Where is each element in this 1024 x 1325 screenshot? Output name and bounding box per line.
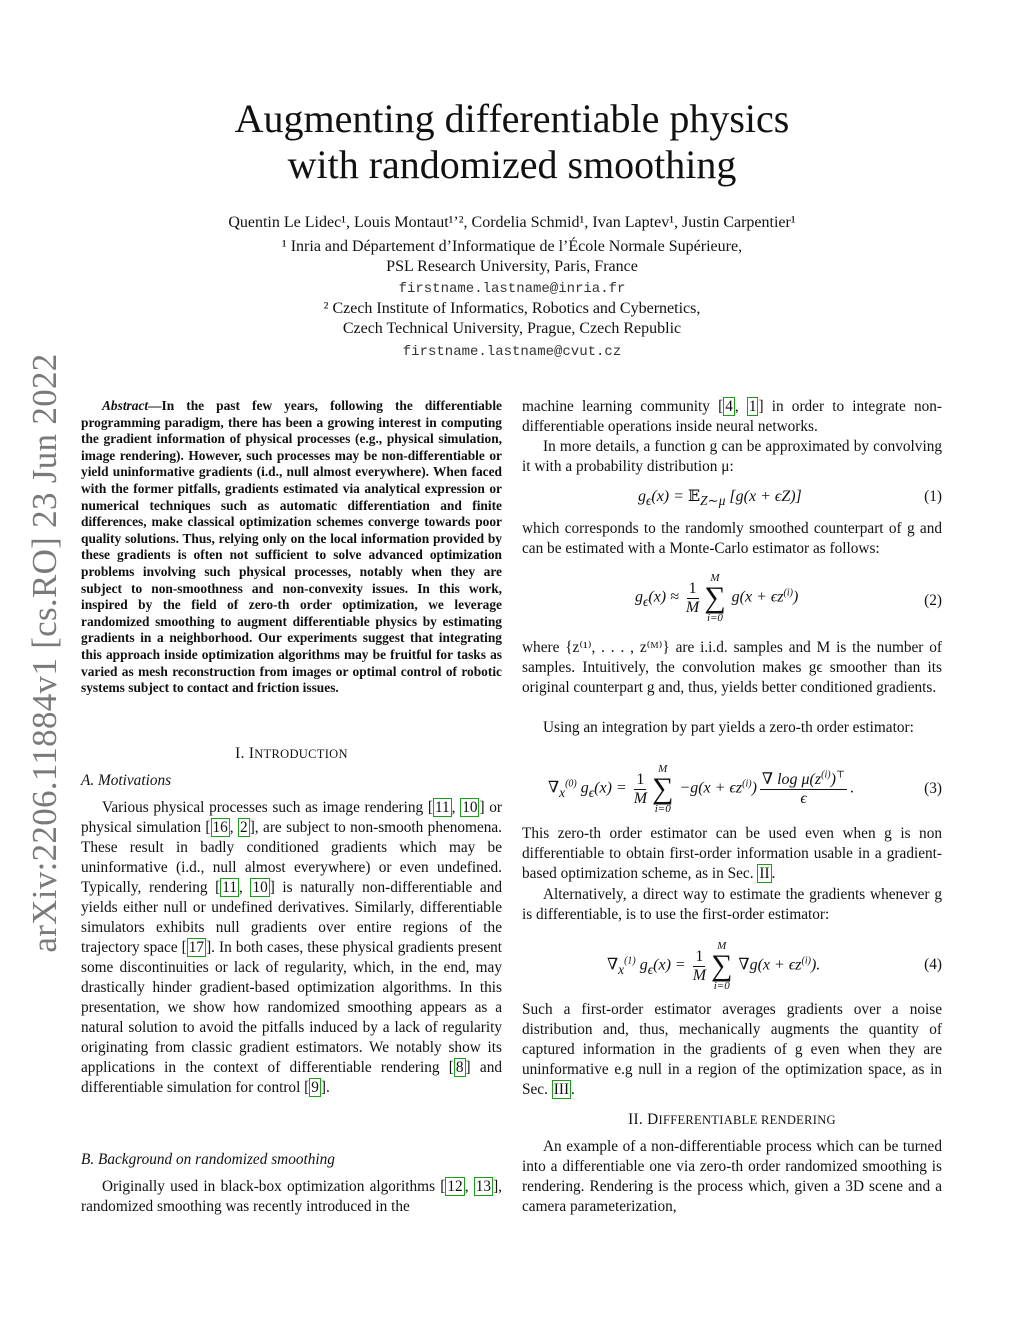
abstract-label: Abstract — [102, 398, 149, 413]
citation-link[interactable]: 13 — [475, 1178, 492, 1195]
citation-link[interactable]: 17 — [188, 939, 205, 956]
section-2-heading: II. DIFFERENTIABLE RENDERING — [628, 1111, 836, 1128]
section-1-heading: I. INTRODUCTION — [235, 745, 348, 762]
equation-2-number: (2) — [924, 592, 942, 609]
right-paragraph-5: This zero-th order estimator can be used even when g is non differentiable to obtain first-order information usable in a gradient-based optimization scheme, as in Sec. II . — [522, 825, 942, 882]
right-paragraph-4: Using an integration by part yields a zero-th order estimator: — [543, 719, 914, 736]
equation-1-number: (1) — [924, 488, 942, 505]
citation-link[interactable]: 8 — [455, 1059, 464, 1076]
subsection-a-heading: A. Motivations — [81, 772, 172, 789]
right-paragraph-3: where {z⁽¹⁾, . . . , z⁽ᴹ⁾} are i.i.d. samples and M is the number of samples. Intuitively, the convolution makes gϵ smoother than its original counterpart g and, thus, yields better conditioned gradients. — [522, 639, 942, 696]
citation-link[interactable]: 11 — [222, 879, 238, 896]
right-paragraph-1: In more details, a function g can be approximated by convolving it with a probability distribution μ: — [522, 438, 942, 475]
title-line-1: Augmenting differentiable physics — [234, 96, 790, 141]
equation-3: $\nabla_x^{(0)}$ $g_\epsilon(x)$ = $\frac{1}{M}$ M ∑ i=0 $-g(x + \epsilon z^{(i)})$ $\frac{\nabla \log \mu(z^{(i)})^⊤}{\epsilon}$ . — [548, 763, 855, 815]
right-paragraph-7: Such a first-order estimator averages gradients over a noise distribution and, thus, mechanically augments the quantity of captured information in the gradients of g even when they are uninformative e.g null in a region of the optimization space, as in Sec. III . — [522, 1001, 942, 1098]
email-inria: firstname.lastname@inria.fr — [398, 281, 626, 297]
equation-4-number: (4) — [924, 956, 942, 973]
citation-link[interactable]: 4 — [725, 398, 733, 415]
right-paragraph-0: machine learning community [ 4 , 1 ] in order to integrate non-differentiable operations inside neural networks. — [522, 398, 942, 435]
citation-link[interactable]: 11 — [434, 799, 450, 816]
motivations-paragraph: Various physical processes such as image rendering [ 11 , 10 ] or physical simulation [ 16 , 2 ], are subject to non-smooth phenomena. These result in badly conditioned gradients which may be uninformative (i.d., null almost everywhere) or even undefined. Typically, rendering [ 11 , 10 ] is naturally non-differentiable and yields either null or undefined derivatives. Similarly, differentiable simulators exhibits null gradients over entire regions of the trajectory space [ 17 ]. In both cases, these physical gradients present some discontinuities or lack of regularity, which, in the end, may drastically hinder gradient-based optimization algorithms. In this presentation, we show how randomized smoothing appears as a natural solution to avoid the pitfalls induced by a lack of regularity originating from classic gradient estimators. We notably show its applications in the context of differentiable rendering [ 8 ] and differentiable simulation for control [ 9 ]. — [81, 799, 503, 1096]
author-list: Quentin Le Lidec¹, Louis Montaut¹ʼ², Cordelia Schmid¹, Ivan Laptev¹, Justin Carpentier¹ — [228, 214, 796, 231]
arxiv-id-text: arXiv:2206.11884v1 [cs.RO] 23 Jun 2022 — [25, 352, 64, 953]
title-line-2: with randomized smoothing — [287, 142, 737, 187]
affiliation-1-line-2: PSL Research University, Paris, France — [386, 258, 638, 275]
citation-link[interactable]: 16 — [212, 819, 228, 836]
equation-2: $g_\epsilon(x)$ ≈ $\frac{1}{M}$ M ∑ i=0 $g(x + \epsilon z^{(i)})$ — [635, 572, 799, 624]
email-cvut: firstname.lastname@cvut.cz — [402, 344, 622, 360]
background-paragraph: Originally used in black-box optimization algorithms [ 12 , 13 ], randomized smoothing was recently introduced in the — [81, 1178, 502, 1215]
citation-link[interactable]: 1 — [748, 398, 757, 415]
right-paragraph-6: Alternatively, a direct way to estimate the gradients whenever g is differentiable, is to use the first-order estimator: — [522, 886, 942, 923]
section-link[interactable]: II — [759, 865, 770, 882]
equation-1: $g_\epsilon(x)$ = 𝔼$_{Z\sim\mu}$ [g(x + ϵZ)] — [638, 488, 802, 509]
section-link[interactable]: III — [553, 1081, 570, 1098]
citation-link[interactable]: 2 — [240, 819, 248, 836]
abstract-text: —In the past few years, following the differentiable programming paradigm, there has been a growing interest in computing the gradient information of physical processes (e.g., physical simulation, image rendering). However, such processes may be non-differentiable or yield uninformative gradients (i.d., null almost everywhere). When faced with the former pitfalls, gradients estimated via analytical expression or numerical techniques such as automatic differentiation and finite differences, make classical optimization schemes converge towards poor quality solutions. Thus, relying only on the local information provided by these gradients is often not sufficient to solve advanced optimization problems involving such physical processes, notably when they are subject to non-smoothness and non-convexity issues. In this work, inspired by the field of zero-th order optimization, we leverage randomized smoothing to augment differentiable physics by estimating gradients in a neighborhood. Our experiments suggest that integrating this approach inside optimization algorithms may be fruitful for tasks as varied as mesh reconstruction from images or optimal control of robotic systems subject to contact and friction issues. — [81, 398, 502, 696]
citation-link[interactable]: 9 — [311, 1079, 319, 1096]
subsection-b-heading: B. Background on randomized smoothing — [81, 1151, 335, 1168]
affiliation-1-line-1: ¹ Inria and Département d’Informatique de l’École Normale Supérieure, — [281, 238, 743, 255]
abstract — [81, 398, 502, 697]
affiliation-2-line-1: ² Czech Institute of Informatics, Robotics and Cybernetics, — [323, 300, 701, 317]
arxiv-sidebar-stamp — [25, 352, 65, 953]
right-paragraph-8: An example of a non-differentiable process which can be turned into a differentiable one via zero-th order randomized smoothing is rendering. Rendering is the process which, given a 3D scene and a camera parameterization, — [522, 1138, 942, 1215]
right-paragraph-2: which corresponds to the randomly smoothed counterpart of g and can be estimated with a Monte-Carlo estimator as follows: — [522, 520, 942, 557]
citation-link[interactable]: 12 — [447, 1178, 463, 1195]
paper-title — [150, 96, 874, 188]
affiliation-2-line-2: Czech Technical University, Prague, Czech Republic — [342, 320, 682, 337]
citation-link[interactable]: 10 — [462, 799, 478, 816]
equation-4: $\nabla_x^{(1)}$ $g_\epsilon(x)$ = $\frac{1}{M}$ M ∑ i=0 $\nabla g(x + \epsilon z^{(i)})$. — [607, 940, 821, 992]
equation-3-number: (3) — [924, 780, 942, 797]
citation-link[interactable]: 10 — [252, 879, 268, 896]
